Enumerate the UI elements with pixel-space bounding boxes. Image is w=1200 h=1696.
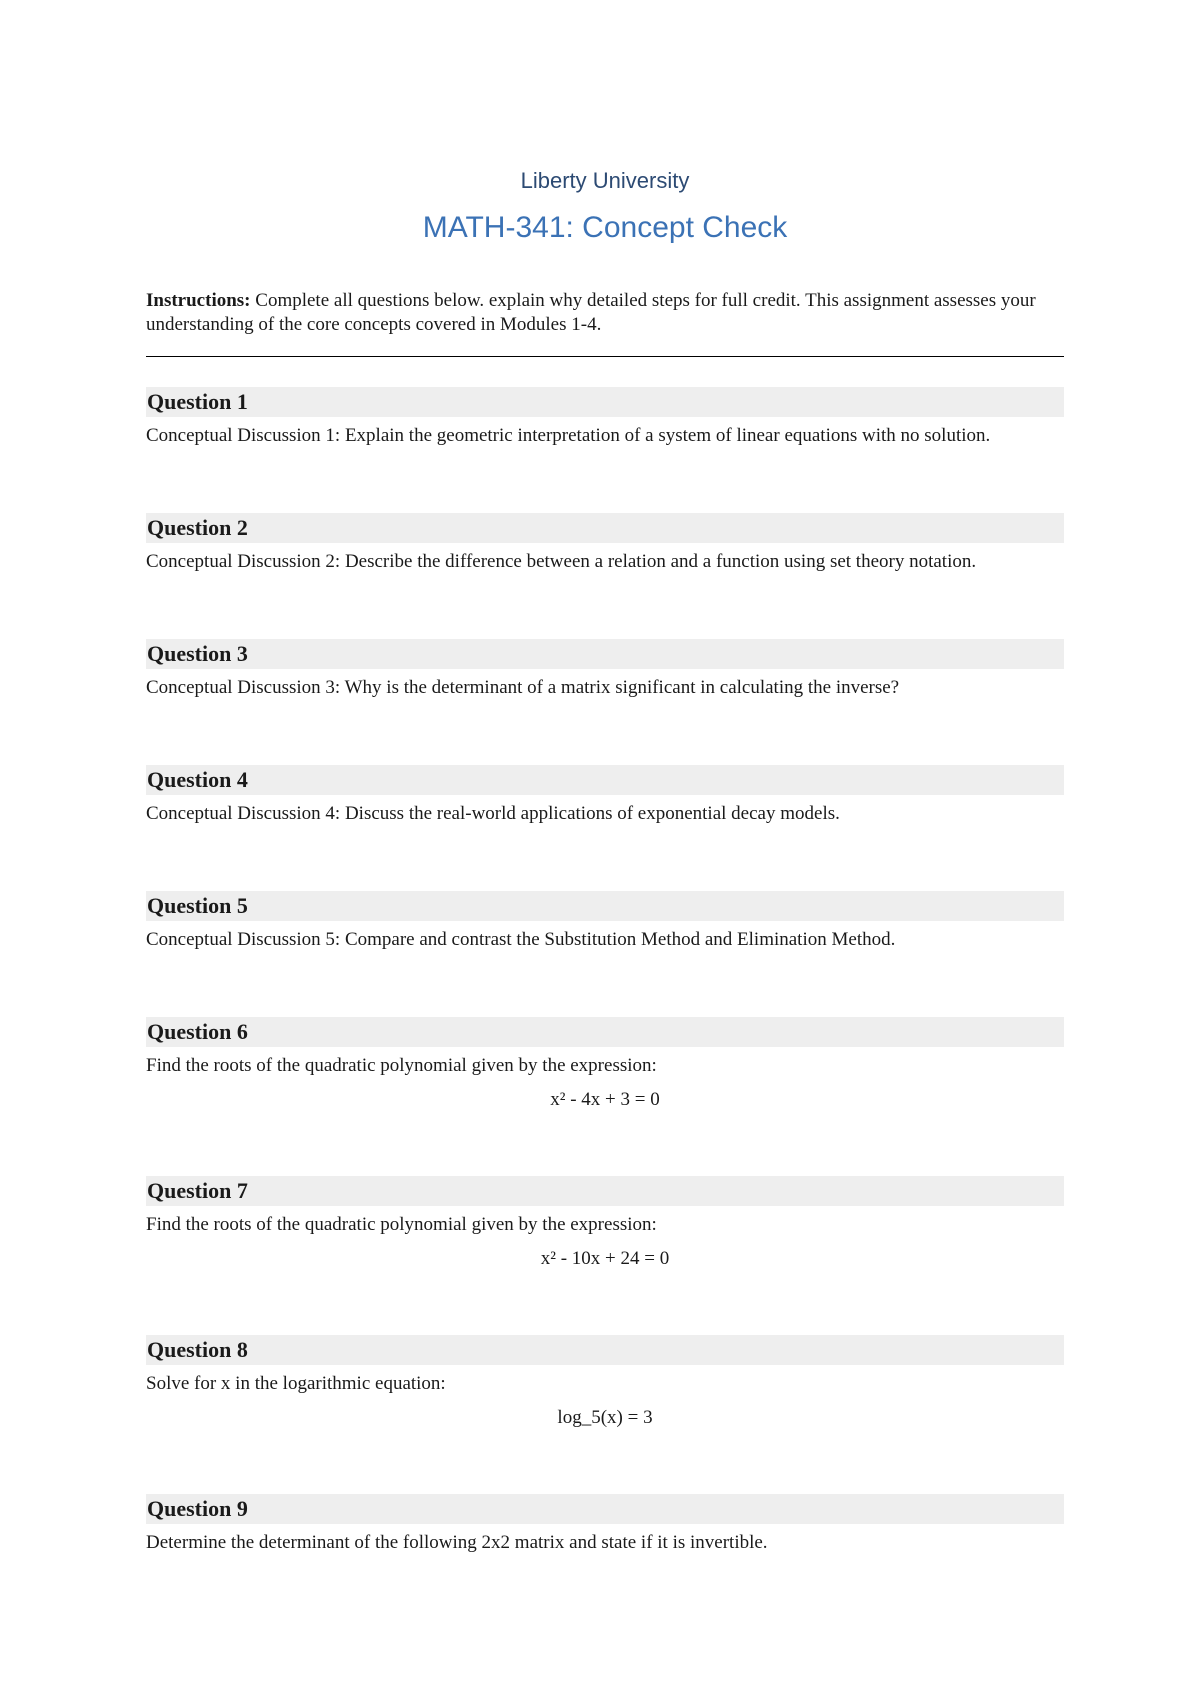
- question-9: [146, 1494, 1064, 1555]
- question-2: [146, 513, 1064, 574]
- question-title: Question 1: [146, 387, 1064, 417]
- question-3: [146, 639, 1064, 700]
- question-text: Determine the determinant of the following 2x2 matrix and state if it is invertible.: [146, 1532, 768, 1553]
- question-equation: x² - 4x + 3 = 0: [550, 1089, 660, 1110]
- question-text: Conceptual Discussion 4: Discuss the real-world applications of exponential decay models.: [146, 803, 840, 824]
- question-text: Find the roots of the quadratic polynomial given by the expression:: [146, 1055, 657, 1076]
- question-text: Conceptual Discussion 2: Describe the difference between a relation and a function using set theory notation.: [146, 551, 977, 572]
- question-4: [146, 765, 1064, 826]
- horizontal-divider: [146, 356, 1064, 357]
- question-title: Question 9: [146, 1494, 1064, 1524]
- question-title: Question 8: [146, 1335, 1064, 1365]
- question-text: Conceptual Discussion 1: Explain the geometric interpretation of a system of linear equations with no solution.: [146, 425, 991, 446]
- question-title: Question 3: [146, 639, 1064, 669]
- question-6: [146, 1017, 1064, 1112]
- question-equation: log_5(x) = 3: [557, 1407, 653, 1428]
- instructions-label: Instructions:: [146, 290, 251, 311]
- question-1: [146, 387, 1064, 448]
- question-7: [146, 1176, 1064, 1271]
- course-title: MATH-341: Concept Check: [422, 211, 788, 244]
- university-name: Liberty University: [520, 168, 690, 193]
- question-title: Question 5: [146, 891, 1064, 921]
- question-8: [146, 1335, 1064, 1430]
- question-text: Solve for x in the logarithmic equation:: [146, 1373, 446, 1394]
- question-text: Find the roots of the quadratic polynomial given by the expression:: [146, 1214, 657, 1235]
- instructions-text: Complete all questions below. explain why detailed steps for full credit. This assignment assesses your understanding of the core concepts covered in Modules 1-4.: [146, 290, 1036, 335]
- question-title: Question 6: [146, 1017, 1064, 1047]
- question-5: [146, 891, 1064, 952]
- question-equation: x² - 10x + 24 = 0: [540, 1248, 670, 1269]
- question-text: Conceptual Discussion 3: Why is the determinant of a matrix significant in calculating the inverse?: [146, 677, 900, 698]
- question-text: Conceptual Discussion 5: Compare and contrast the Substitution Method and Elimination Method.: [146, 929, 896, 950]
- question-title: Question 2: [146, 513, 1064, 543]
- question-title: Question 7: [146, 1176, 1064, 1206]
- question-title: Question 4: [146, 765, 1064, 795]
- instructions: [146, 289, 1064, 337]
